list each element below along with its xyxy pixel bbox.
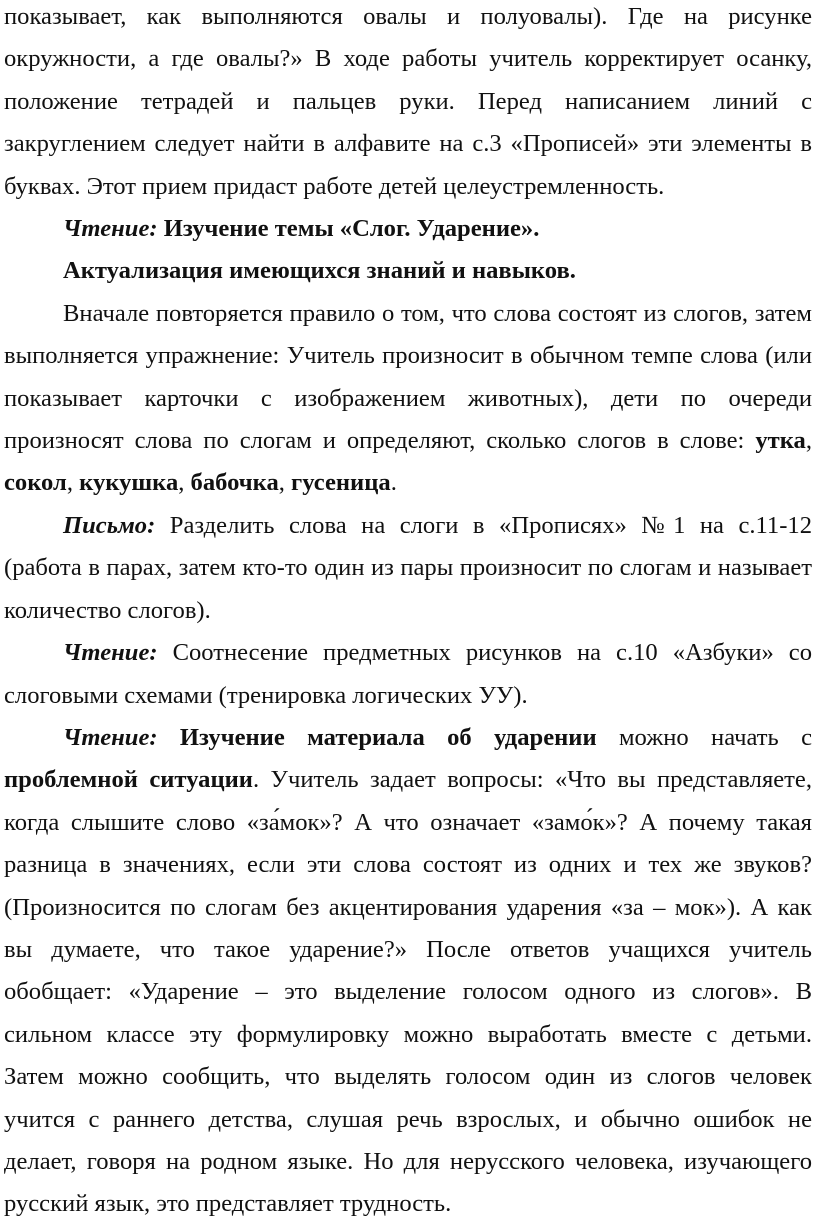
paragraph-ovals: показывает, как выполняются овалы и полуовалы). Где на рисунке окружности, а где овалы?» В ходе работы учитель корректирует осанку, положение тетрадей и пальцев руки. Перед написанием линий с закруглением следует найти в алфавите на с.3 «Прописей» эти элементы в буквах. Этот прием придаст работе детей целеустремленность. — [4, 3, 812, 200]
reading-pictures-text: Соотнесение предметных рисунков на с.10 «Азбуки» со слоговыми схемами (тренировка логических УУ). — [4, 639, 812, 709]
document-page — [4, 0, 812, 1226]
syllables-rule-text: Вначале повторяется правило о том, что слова состоят из слогов, затем выполняется упражнение: Учитель произносит в обычном темпе слова (или показывает карточки с изображением животных), дети по очереди произносят слова по слогам и определяют, сколько слогов в слове: — [4, 299, 812, 455]
word-kukushka: кукушка — [79, 469, 179, 497]
actualization-heading: Актуализация имеющихся знаний и навыков. — [63, 257, 576, 285]
stress-study-heading: Изучение материала об ударении — [157, 723, 597, 751]
paragraph-reading-pictures — [4, 632, 812, 717]
paragraph-reading-topic — [4, 208, 812, 250]
word-separator: , — [178, 469, 191, 497]
writing-task-text: Разделить слова на слоги в «Прописях» №1 на с.11-12 (работа в парах, затем кто-то один из пары произносит по слогам и называет количество слогов). — [4, 511, 812, 624]
writing-label: Письмо: — [63, 511, 156, 539]
word-babochka: бабочка — [190, 469, 279, 497]
stress-study-text-2: . Учитель задает вопросы: «Что вы представляете, когда слышите слово «за́мок»? А что означает «замо́к»? А почему такая разница в значениях, если эти слова состоят из одних и тех же звуков? (Произносится по слогам без акцентирования ударения «за – мок»). А как вы думаете, что такое ударение?» После ответов учащихся учитель обобщает: «Ударение – это выделение голосом одного из слогов». В сильном классе эту формулировку можно выработать вместе с детьми. Затем можно сообщить, что выделять голосом один из слогов человек учится с раннего детства, слушая речь взрослых, и обычно ошибок не делает, говоря на родном языке. Но для нерусского человека, изучающего русский язык, это представляет трудность. — [4, 766, 812, 1218]
topic-title: Изучение темы «Слог. Ударение». — [157, 215, 540, 243]
reading-label: Чтение: — [63, 639, 158, 667]
paragraph-actualization — [4, 250, 812, 292]
sentence-end: . — [390, 469, 397, 497]
word-gusenitsa: гусеница — [291, 469, 391, 497]
stress-study-text-1: можно начать с — [596, 723, 813, 751]
word-separator: , — [66, 469, 80, 497]
paragraph-writing-task — [4, 505, 812, 632]
word-utka: утка — [755, 427, 806, 455]
word-separator: , — [278, 469, 292, 497]
problem-situation: проблемной ситуации — [4, 766, 253, 794]
paragraph-syllables-rule — [4, 293, 812, 505]
reading-label: Чтение: — [63, 723, 158, 751]
paragraph-stress-study — [4, 717, 812, 1226]
word-sokol: сокол — [4, 469, 67, 497]
reading-label: Чтение: — [63, 215, 158, 243]
word-separator: , — [805, 427, 812, 455]
